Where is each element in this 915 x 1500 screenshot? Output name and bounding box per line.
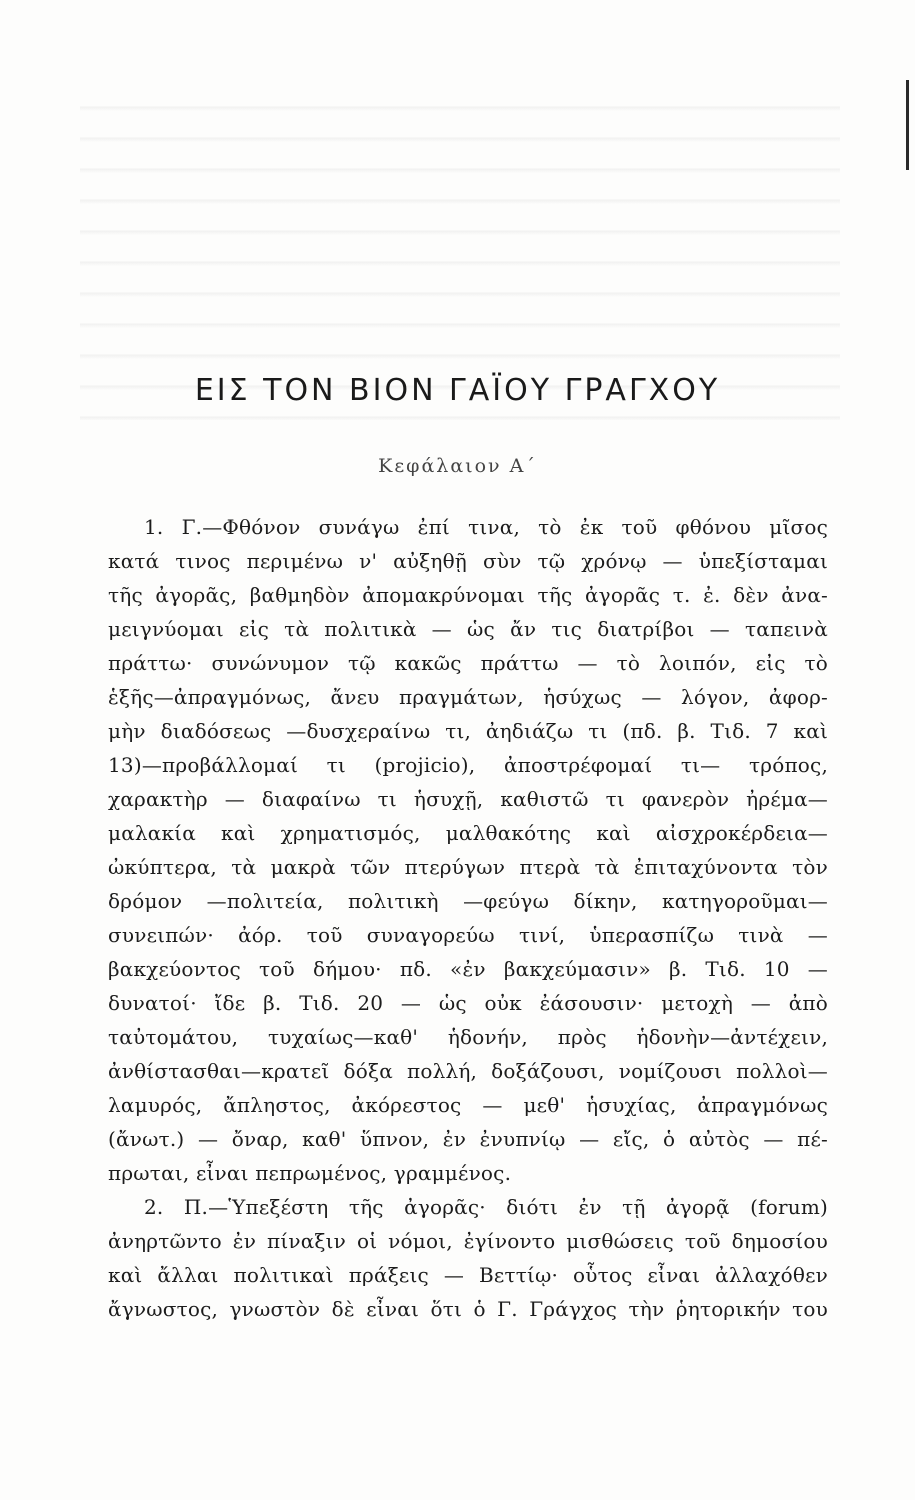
text-line: πράττω· συνώνυμον τῷ κακῶς πράττω — τὸ λοιπόν, εἰς τὸ	[108, 651, 828, 675]
text-line: πρωται, εἶναι πεπρωμένος, γραμμένος.	[108, 1161, 512, 1185]
text-line: 2. Π.—Ὑπεξέστη τῆς ἀγορᾶς· διότι ἐν τῇ ἀγορᾷ (forum)	[144, 1195, 828, 1219]
text-line: μαλακία καὶ χρηματισμός, μαλθακότης καὶ αἰσχροκέρδεια—	[108, 821, 828, 845]
text-line: ταὐτομάτου, τυχαίως—καθ' ἡδονήν, πρὸς ἡδονὴν—ἀντέχειν,	[108, 1025, 828, 1049]
text-line: 13)—προβάλλομαί τι (projicio), ἀποστρέφομαί τι— τρόπος,	[108, 753, 828, 777]
text-line: τῆς ἀγορᾶς, βαθμηδὸν ἀπομακρύνομαι τῆς ἀγορᾶς τ. ἐ. δὲν ἀνα-	[108, 583, 828, 607]
text-line: ἑξῆς—ἀπραγμόνως, ἄνευ πραγμάτων, ἡσύχως — λόγον, ἀφορ-	[108, 685, 828, 709]
text-line: ἄγνωστος, γνωστὸν δὲ εἶναι ὅτι ὁ Γ. Γράγχος τὴν ῥητορικήν του	[108, 1297, 828, 1321]
text-line: μειγνύομαι εἰς τὰ πολιτικὰ — ὡς ἄν τις διατρίβοι — ταπεινὰ	[108, 617, 828, 641]
page-title: ΕΙΣ ΤΟΝ ΒΙΟΝ ΓΑΪΟΥ ΓΡΑΓΧΟΥ	[194, 373, 721, 408]
text-line: κατά τινος περιμένω ν' αὐξηθῇ σὺν τῷ χρόνῳ — ὑπεξίσταμαι	[108, 549, 828, 573]
chapter-heading: Κεφάλαιον Α΄	[378, 455, 537, 477]
text-line: καὶ ἄλλαι πολιτικαὶ πράξεις — Βεττίῳ· οὗτος εἶναι ἀλλαχόθεν	[108, 1263, 828, 1287]
text-line: δυνατοί· ἴδε β. Τιδ. 20 — ὡς οὐκ ἐάσουσιν· μετοχὴ — ἀπὸ	[108, 991, 828, 1015]
text-line: 1. Γ.—Φθόνον συνάγω ἐπί τινα, τὸ ἐκ τοῦ φθόνου μῖσος	[144, 515, 828, 539]
text-line: ἀνθίστασθαι—κρατεῖ δόξα πολλή, δοξάζουσι, νομίζουσι πολλοὶ—	[108, 1059, 828, 1083]
text-line: (ἄνωτ.) — ὄναρ, καθ' ὕπνον, ἐν ἐνυπνίῳ — εἴς, ὁ αὐτὸς — πέ-	[108, 1127, 828, 1151]
text-line: λαμυρός, ἄπληστος, ἀκόρεστος — μεθ' ἡσυχίας, ἀπραγμόνως	[108, 1093, 828, 1117]
text-line: συνειπών· ἀόρ. τοῦ συναγορεύω τινί, ὑπερασπίζω τινὰ —	[108, 923, 828, 947]
page-edge-mark	[906, 80, 909, 170]
text-line: ὠκύπτερα, τὰ μακρὰ τῶν πτερύγων πτερὰ τὰ ἐπιταχύνοντα τὸν	[108, 855, 828, 879]
text-line: βακχεύοντος τοῦ δήμου· πδ. «ἐν βακχεύμασιν» β. Τιδ. 10 —	[108, 957, 828, 981]
text-line: χαρακτὴρ — διαφαίνω τι ἡσυχῇ, καθιστῶ τι φανερὸν ἠρέμα—	[108, 787, 828, 811]
text-line: μὴν διαδόσεως —δυσχεραίνω τι, ἀηδιάζω τι (πδ. β. Τιδ. 7 καὶ	[108, 719, 828, 743]
text-line: ἀνηρτῶντο ἐν πίναξιν οἱ νόμοι, ἐγίνοντο μισθώσεις τοῦ δημοσίου	[108, 1229, 828, 1253]
body-text	[108, 510, 828, 1326]
text-line: δρόμον —πολιτεία, πολιτικὴ —φεύγω δίκην, κατηγοροῦμαι—	[108, 889, 828, 913]
bleed-through-shadow	[80, 80, 840, 420]
